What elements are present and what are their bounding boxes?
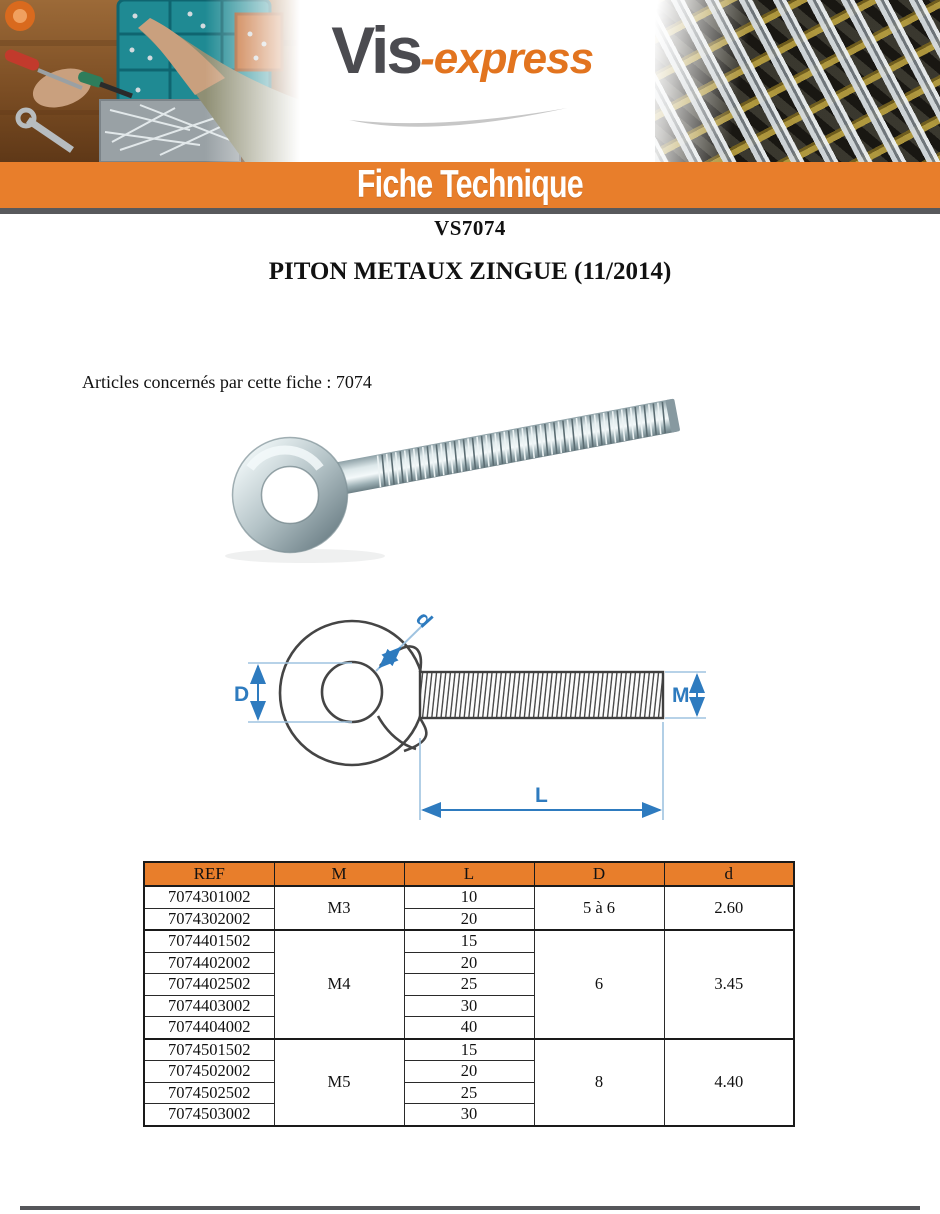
diagram-thread bbox=[420, 672, 663, 718]
logo-text-vis: Vis bbox=[331, 13, 421, 87]
table-cell: 3.45 bbox=[664, 930, 794, 1039]
banner-title: Fiche Technique bbox=[356, 163, 584, 206]
product-title: PITON METAUX ZINGUE (11/2014) bbox=[268, 258, 672, 285]
dim-label-D: D bbox=[234, 683, 250, 706]
table-cell: 15 bbox=[404, 930, 534, 952]
product-photo-eyebolt bbox=[210, 382, 730, 572]
table-cell: 7074401502 bbox=[144, 930, 274, 952]
dimension-L bbox=[420, 722, 663, 820]
table-cell: 30 bbox=[404, 1104, 534, 1126]
table-cell: 10 bbox=[404, 886, 534, 908]
table-cell: 7074302002 bbox=[144, 908, 274, 930]
dim-label-M: M bbox=[672, 684, 690, 707]
table-cell: 7074402002 bbox=[144, 952, 274, 974]
table-cell: M4 bbox=[274, 930, 404, 1039]
table-cell: 7074402502 bbox=[144, 974, 274, 996]
table-cell: 6 bbox=[534, 930, 664, 1039]
table-row bbox=[144, 1039, 794, 1061]
header-divider bbox=[0, 208, 940, 214]
page-header bbox=[0, 0, 940, 162]
table-cell: 7074501502 bbox=[144, 1039, 274, 1061]
table-cell: M3 bbox=[274, 886, 404, 930]
table-cell: 25 bbox=[404, 1082, 534, 1104]
dim-label-L: L bbox=[535, 784, 548, 807]
table-cell: 7074403002 bbox=[144, 995, 274, 1017]
logo-swoosh-icon bbox=[345, 104, 575, 134]
table-header-cell: d bbox=[664, 862, 794, 886]
table-header-cell: REF bbox=[144, 862, 274, 886]
table-cell: 7074301002 bbox=[144, 886, 274, 908]
table-header-cell: D bbox=[534, 862, 664, 886]
table-cell: 20 bbox=[404, 908, 534, 930]
table-cell: 30 bbox=[404, 995, 534, 1017]
dimension-D bbox=[234, 663, 352, 722]
footer-divider bbox=[20, 1206, 920, 1210]
logo bbox=[331, 12, 593, 88]
table-cell: 5 à 6 bbox=[534, 886, 664, 930]
articles-note: Articles concernés par cette fiche : 7074 bbox=[82, 372, 372, 392]
table-cell: M5 bbox=[274, 1039, 404, 1126]
table-row bbox=[144, 930, 794, 952]
header-photo-workbench bbox=[0, 0, 300, 162]
spec-table bbox=[143, 861, 795, 1127]
logo-text-express: -express bbox=[420, 34, 594, 83]
table-cell: 2.60 bbox=[664, 886, 794, 930]
table-header-cell: L bbox=[404, 862, 534, 886]
table-cell: 7074503002 bbox=[144, 1104, 274, 1126]
table-cell: 20 bbox=[404, 1061, 534, 1083]
dimension-M bbox=[665, 672, 706, 718]
table-cell: 40 bbox=[404, 1017, 534, 1039]
table-header-cell: M bbox=[274, 862, 404, 886]
table-header-row bbox=[144, 862, 794, 886]
dimension-d bbox=[376, 607, 437, 671]
table-cell: 7074502502 bbox=[144, 1082, 274, 1104]
table-cell: 4.40 bbox=[664, 1039, 794, 1126]
technical-diagram bbox=[230, 598, 710, 830]
dim-label-d: d bbox=[410, 607, 437, 633]
table-cell: 20 bbox=[404, 952, 534, 974]
table-cell: 7074502002 bbox=[144, 1061, 274, 1083]
table-cell: 15 bbox=[404, 1039, 534, 1061]
reference-title: VS7074 bbox=[434, 216, 506, 240]
table-row bbox=[144, 886, 794, 908]
header-photo-screws bbox=[655, 0, 940, 162]
table-cell: 25 bbox=[404, 974, 534, 996]
banner-fiche-technique bbox=[0, 162, 940, 208]
table-cell: 8 bbox=[534, 1039, 664, 1126]
table-cell: 7074404002 bbox=[144, 1017, 274, 1039]
